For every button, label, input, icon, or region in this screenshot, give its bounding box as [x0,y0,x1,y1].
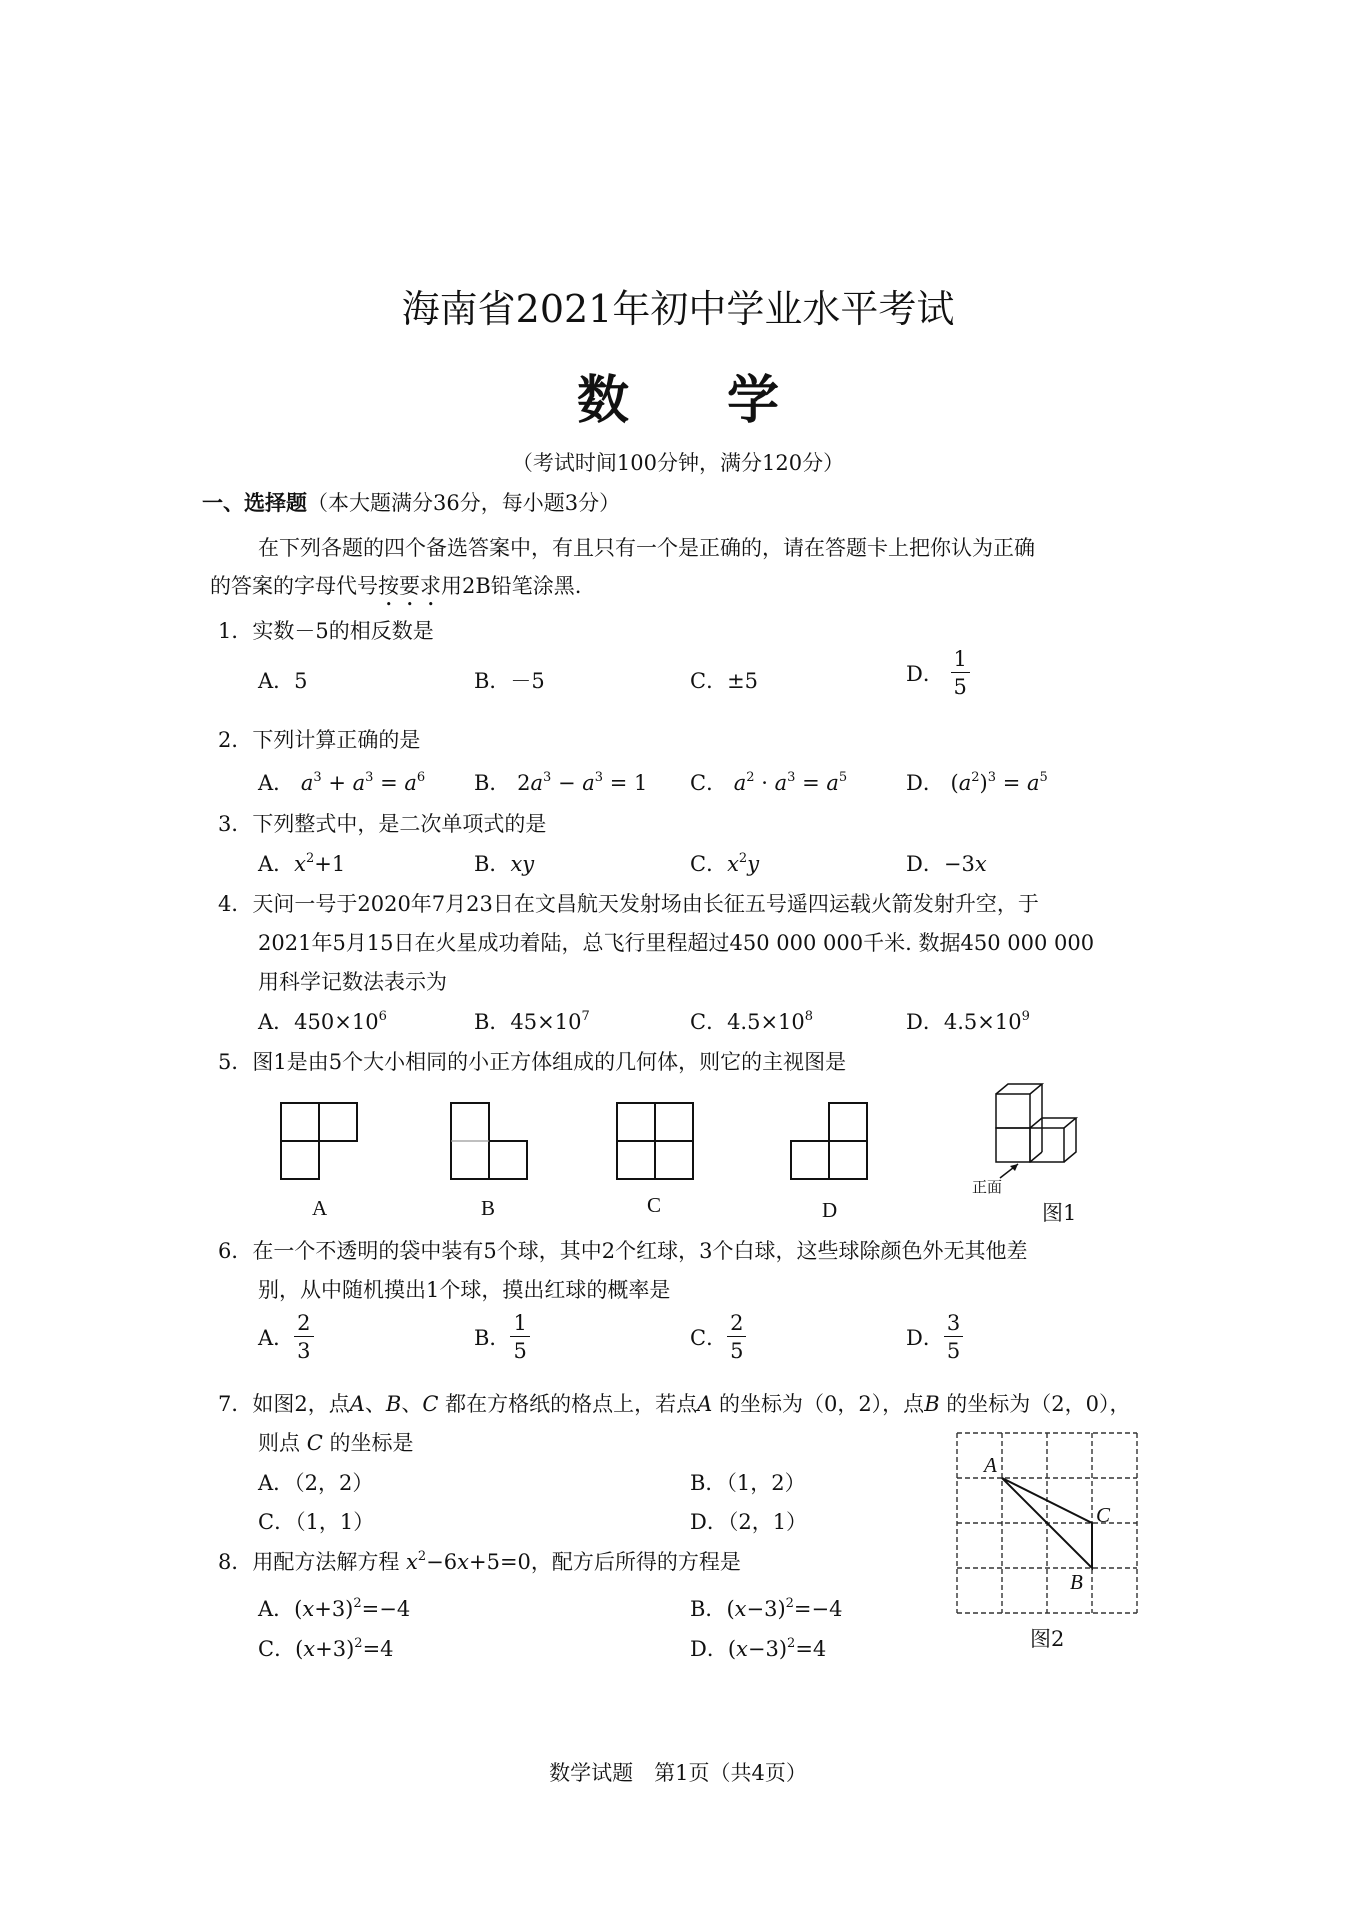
q8-c-label: C． [258,1637,296,1661]
q4-d-label: D．4.5×10 [906,1010,1022,1034]
q8-option-c: C．$(x+3)^2=4$ [258,1636,394,1661]
subject-title: 数 学 [576,370,820,431]
q5-option-b-figure [450,1102,530,1182]
q6-b-den: 5 [513,1339,527,1363]
q2-option-b: B． $2a^3 - a^3 = 1$ [474,770,648,795]
q4-a-exp: 6 [378,1009,387,1024]
q4-b-label: B．45×10 [474,1010,582,1034]
q6-a-num: 2 [294,1312,313,1337]
instruction-line-2 [210,570,581,611]
q4-line-2: 2021年5月15日在火星成功着陆，总飞行里程超过450 000 000千米. 数据450 000 000 [258,931,1095,955]
q6-c-num: 2 [727,1312,746,1337]
q3-option-c: C．$x^2y$ [690,851,760,876]
q1-option-b: B．－5 [474,669,545,693]
q3-d-val: −3 [943,852,975,876]
q3-c-label: C． [690,852,728,876]
q6-b-num: 1 [510,1312,529,1337]
q6-c-fraction [727,1312,746,1362]
q7-line-1: 7．如图2，点A、B、C 都在方格纸的格点上，若点A 的坐标为（0，2），点B 的坐标为（2，0）， [218,1392,1131,1416]
q5-label-b: B [481,1196,496,1220]
q5-option-a-figure [280,1102,360,1182]
q5-label-c: C [647,1193,662,1217]
q8-option-b: B．$(x-3)^2=-4$ [690,1596,843,1621]
q3-stem: 3．下列整式中，是二次单项式的是 [218,812,547,836]
q6-option-c [690,1312,746,1362]
q2-b-label: B． [474,771,511,795]
q2-option-d: D． $(a^2)^3 = a^5$ [906,770,1048,795]
q2-c-label: C． [690,771,728,795]
q7-option-c: C．（1，1） [258,1510,375,1534]
q6-a-den: 3 [297,1339,311,1363]
exam-info: （考试时间100分钟，满分120分） [511,451,845,475]
q3-option-b: B．xy [474,852,535,876]
q4-a-label: A．450×10 [258,1010,379,1034]
q6-option-a [258,1312,314,1362]
section-heading [202,487,620,517]
q7-line-2: 则点 C 的坐标是 [258,1431,414,1455]
q3-b-label: B． [474,852,511,876]
q5-option-c-figure [616,1102,696,1182]
q6-line-1: 6．在一个不透明的袋中装有5个球，其中2个红球，3个白球，这些球除颜色外无其他差 [218,1239,1028,1263]
q7-fig-label: 图2 [1030,1627,1065,1651]
q6-c-den: 5 [730,1339,744,1363]
q8-option-d: D．$(x-3)^2=4$ [690,1636,827,1661]
q3-d-label: D． [906,852,944,876]
instruction-emphasis: 按要求 [378,574,441,598]
q6-b-fraction [510,1312,529,1362]
exam-title: 海南省2021年初中学业水平考试 [401,287,955,331]
q6-d-fraction [944,1312,963,1362]
q2-option-c: C． $a^2 \cdot a^3 = a^5$ [690,770,848,795]
q5-front-label: 正面 [972,1178,1003,1196]
q7-point-a: A [984,1453,997,1477]
q5-figure-1-cubes [990,1078,1090,1188]
q5-stem: 5．图1是由5个大小相同的小正方体组成的几何体，则它的主视图是 [218,1050,847,1074]
q5-label-d: D [822,1198,838,1222]
q1-option-c: C．±5 [690,669,759,693]
q8-d-label: D． [690,1637,728,1661]
q4-c-label: C．4.5×10 [690,1010,805,1034]
q7-point-b: B [1070,1570,1083,1594]
q2-a-label: A． [258,771,295,795]
q4-option-a [258,1006,387,1036]
q6-option-b [474,1312,530,1362]
q2-option-a: A． $a^3 + a^3 = a^6$ [258,770,426,795]
q6-d-den: 5 [946,1339,961,1363]
q8-b-label: B． [690,1597,727,1621]
q4-line-3: 用科学记数法表示为 [258,970,447,994]
q3-option-a: A．$x^2+1$ [258,851,346,876]
q1-d-den: 5 [953,675,967,699]
q5-fig-label: 图1 [1042,1201,1077,1225]
q3-option-d: D．−3x [906,852,987,876]
page-footer: 数学试题 第1页（共4页） [549,1761,807,1785]
q1-option-d-fraction [951,648,970,698]
q1-stem: 1．实数－5的相反数是 [218,619,434,643]
q4-option-b [474,1006,590,1036]
q4-line-1: 4．天问一号于2020年7月23日在文昌航天发射场由长征五号遥四运载火箭发射升空，于 [218,892,1039,916]
q1-d-num: 1 [951,648,970,673]
q4-d-exp: 9 [1021,1009,1030,1024]
q7-point-c: C [1096,1503,1111,1527]
q6-b-label: B． [474,1326,511,1350]
q6-c-label: C． [690,1326,728,1350]
q6-a-fraction [294,1312,313,1362]
q4-c-exp: 8 [804,1009,814,1024]
q1-option-d-label: D． [906,662,944,686]
q8-stem: 8．用配方法解方程 $x^2-6x+5=0$，配方后所得的方程是 [218,1549,741,1574]
q7-option-a: A．（2，2） [258,1471,374,1495]
q4-b-exp: 7 [581,1009,590,1024]
q4-option-d [906,1006,1030,1036]
q4-option-c [690,1006,813,1036]
q1-option-d [906,648,970,698]
q8-a-label: A． [258,1597,295,1621]
q6-line-2: 别，从中随机摸出1个球，摸出红球的概率是 [258,1278,671,1302]
q2-stem: 2．下列计算正确的是 [218,728,421,752]
q2-d-label: D． [906,771,944,795]
q6-d-label: D． [906,1326,944,1350]
q6-a-label: A． [258,1326,295,1350]
instruction-line-1: 在下列各题的四个备选答案中，有且只有一个是正确的，请在答题卡上把你认为正确 [258,536,1035,560]
q5-label-a: A [312,1196,328,1220]
q6-option-d [906,1312,963,1362]
q7-option-d: D．（2，1） [690,1510,808,1534]
q8-option-a: A．$(x+3)^2=-4$ [258,1596,411,1621]
q6-d-num: 3 [944,1312,963,1337]
q3-a-label: A． [258,852,295,876]
q7-option-b: B．（1，2） [690,1471,806,1495]
q1-option-a: A．5 [258,669,308,693]
section-note: （本大题满分36分，每小题3分） [307,491,621,515]
instruction-post: 用2B铅笔涂黑. [441,574,582,598]
q5-option-d-figure [790,1102,870,1182]
instruction-pre: 的答案的字母代号 [210,574,378,598]
section-title: 一、选择题 [202,490,307,515]
